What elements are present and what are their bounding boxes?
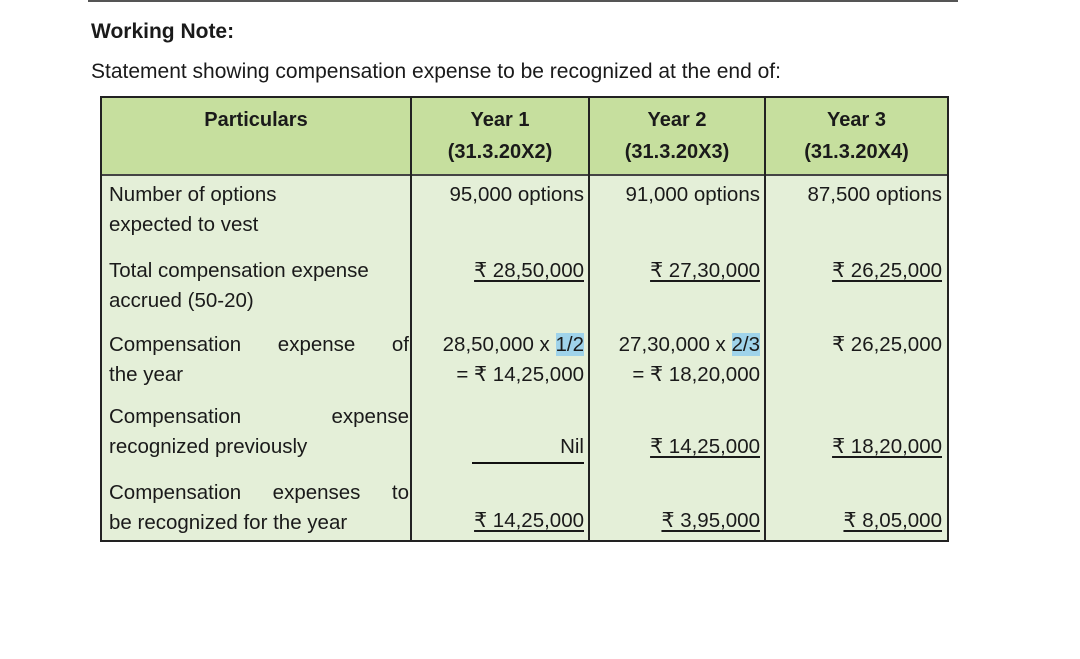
particular-line: be recognized for the year (109, 511, 348, 534)
row-total-y1 (414, 256, 584, 286)
row-current-y1 (414, 506, 584, 536)
amount: ₹ 26,25,000 (832, 259, 942, 282)
row-previous-y2 (592, 432, 760, 462)
header-year1-date: (31.3.20X2) (447, 141, 553, 163)
header-year1 (412, 98, 588, 174)
calc-text: 28,50,000 x (442, 333, 556, 356)
particular-line: the year (109, 363, 184, 386)
header-year2-label: Year 2 (647, 109, 707, 131)
calc-result: = ₹ 18,20,000 (632, 363, 760, 386)
header-year3-date: (31.3.20X4) (804, 141, 909, 163)
row-options-particular (109, 180, 409, 240)
working-note-heading: Working Note: (91, 20, 235, 43)
amount: ₹ 14,25,000 (650, 435, 760, 458)
row-previous-y1: Nil (560, 435, 584, 458)
particular-line: accrued (50-20) (109, 289, 254, 312)
amount: ₹ 8,05,000 (843, 509, 942, 532)
row-options-y3: 87,500 options (807, 183, 942, 206)
amount: ₹ 28,50,000 (474, 259, 584, 282)
particular-line: expected to vest (109, 213, 259, 236)
calc-text: 27,30,000 x (618, 333, 732, 356)
row-options-y2: 91,000 options (625, 183, 760, 206)
row-year-expense-y2 (592, 330, 760, 390)
header-particulars (102, 98, 410, 174)
header-year3-label: Year 3 (827, 109, 886, 131)
top-rule (88, 0, 958, 2)
calc-result: = ₹ 14,25,000 (456, 363, 584, 386)
row-year-expense-y1 (414, 330, 584, 390)
amount: ₹ 18,20,000 (832, 435, 942, 458)
header-year1-label: Year 1 (470, 109, 530, 131)
row-current-y3 (768, 506, 942, 536)
row-year-expense-y3: ₹ 26,25,000 (832, 333, 942, 356)
particular-line: Number of options (109, 183, 277, 206)
particular-line: Compensation expense of (109, 333, 409, 356)
amount: ₹ 3,95,000 (661, 509, 760, 532)
row-current-y2 (592, 506, 760, 536)
row-total-y3 (768, 256, 942, 286)
header-year2-date: (31.3.20X3) (624, 141, 730, 163)
row-previous-y3 (768, 432, 942, 462)
nil-underline (472, 462, 584, 464)
row-total-particular (109, 256, 409, 316)
header-year2 (590, 98, 764, 174)
compensation-table (100, 96, 949, 542)
header-year3 (766, 98, 947, 174)
row-year-expense-particular (109, 330, 409, 390)
row-previous-particular (109, 402, 409, 462)
row-current-particular (109, 478, 409, 538)
row-total-y2 (592, 256, 760, 286)
particular-line: recognized previously (109, 435, 308, 458)
particular-line: Compensation expenses to (109, 481, 409, 504)
fraction-highlight: 2/3 (731, 333, 760, 356)
particular-line: Compensation expense (109, 405, 409, 428)
amount: ₹ 14,25,000 (474, 509, 584, 532)
row-options-y1: 95,000 options (449, 183, 584, 206)
statement-subheading: Statement showing compensation expense to be recognized at the end of: (91, 60, 781, 83)
amount: ₹ 27,30,000 (650, 259, 760, 282)
fraction-highlight: 1/2 (555, 333, 584, 356)
particular-line: Total compensation expense (109, 259, 369, 282)
header-particulars-label: Particulars (204, 109, 308, 131)
